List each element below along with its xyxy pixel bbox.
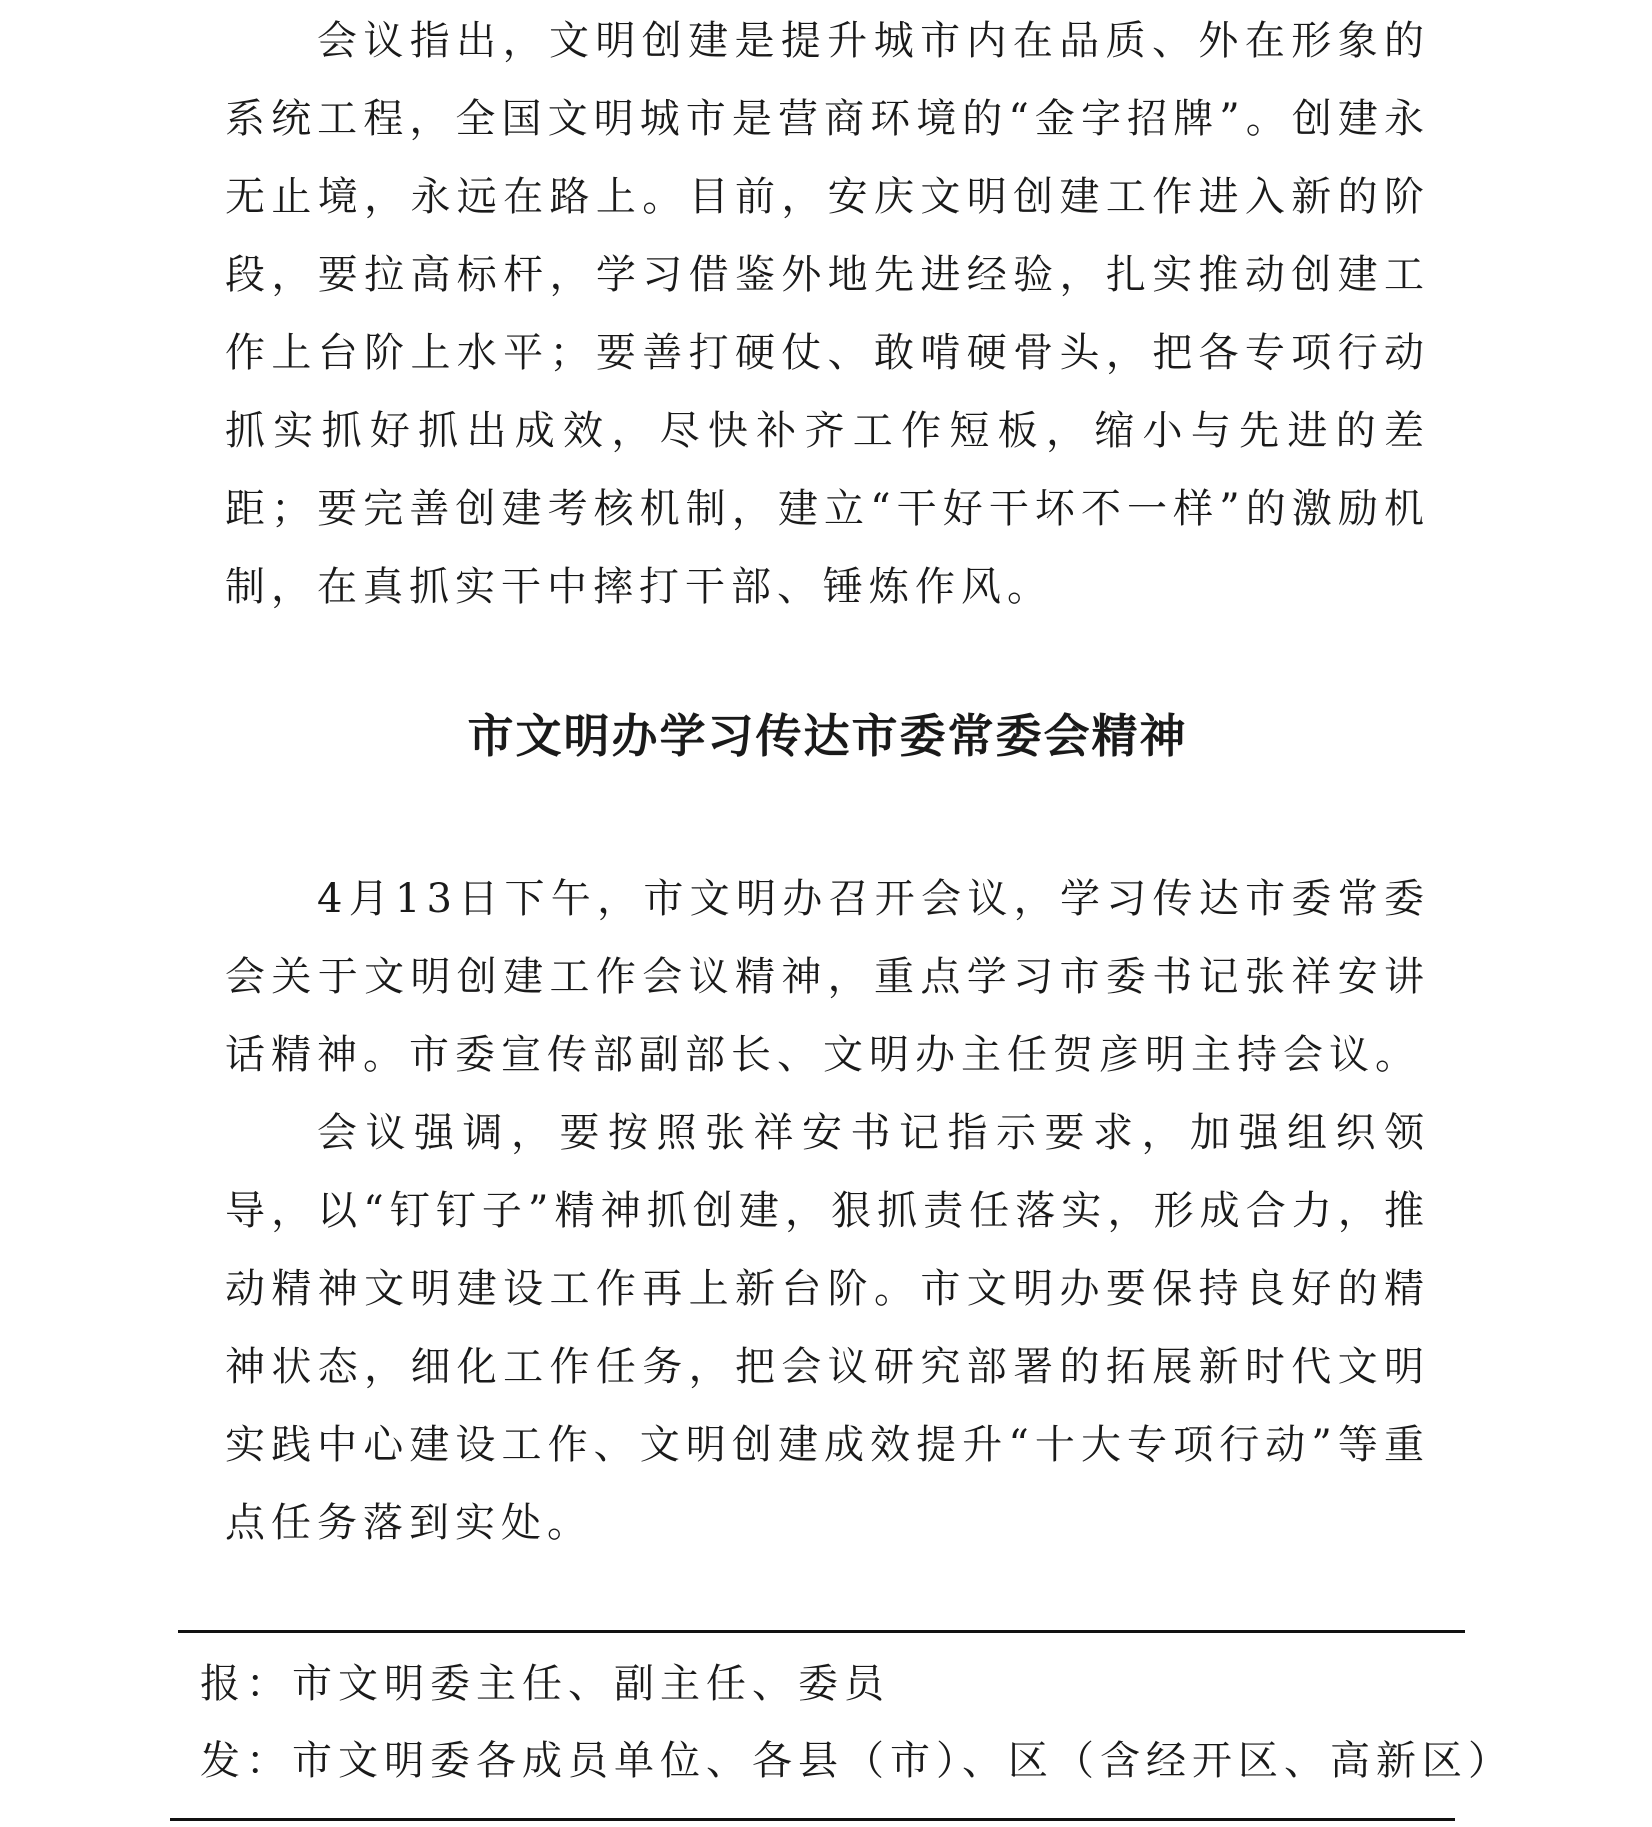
report-label: 报： — [200, 1661, 292, 1707]
article-body — [225, 860, 1430, 1562]
send-label: 发： — [200, 1738, 292, 1784]
report-to-line — [200, 1654, 1460, 1714]
paragraph: 4月13日下午，市文明办召开会议，学习传达市委常委会关于文明创建工作会议精神，重点学习市委书记张祥安讲话精神。市委宣传部副部长、文明办主任贺彦明主持会议。 — [225, 876, 1430, 1078]
report-recipients: 市文明委主任、副主任、委员 — [292, 1661, 890, 1707]
send-to-line — [200, 1731, 1514, 1791]
divider-top — [178, 1630, 1465, 1633]
meeting-section-body — [225, 2, 1430, 626]
paragraph: 会议强调，要按照张祥安书记指示要求，加强组织领导，以“钉钉子”精神抓创建，狠抓责任落实，形成合力，推动精神文明建设工作再上新台阶。市文明办要保持良好的精神状态，细化工作任务，把会议研究部署的拓展新时代文明实践中心建设工作、文明创建成效提升“十大专项行动”等重点任务落到实处。 — [225, 1110, 1430, 1546]
section-heading: 市文明办学习传达市委常委会精神 — [467, 709, 1188, 763]
divider-bottom — [170, 1818, 1455, 1821]
send-recipients: 市文明委各成员单位、各县（市）、区（含经开区、高新区） — [292, 1738, 1514, 1784]
paragraph: 会议指出，文明创建是提升城市内在品质、外在形象的系统工程，全国文明城市是营商环境的“金字招牌”。创建永无止境，永远在路上。目前，安庆文明创建工作进入新的阶段，要拉高标杆，学习借鉴外地先进经验，扎实推动创建工作上台阶上水平；要善打硬仗、敢啃硬骨头，把各专项行动抓实抓好抓出成效，尽快补齐工作短板，缩小与先进的差距；要完善创建考核机制，建立“干好干坏不一样”的激励机制，在真抓实干中摔打干部、锤炼作风。 — [225, 18, 1430, 610]
